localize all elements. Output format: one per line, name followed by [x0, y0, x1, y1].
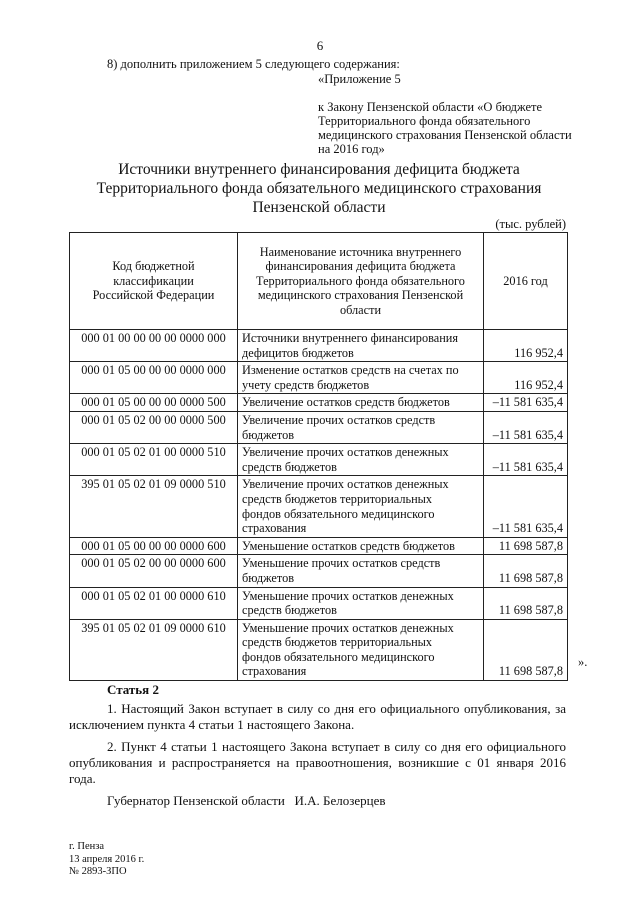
table-row — [70, 555, 568, 587]
code-cell: 000 01 05 00 00 00 0000 000 — [70, 362, 238, 394]
name-cell: Увеличение прочих остатков денежных средств бюджетов территориальных фондов обязательного медицинского страхования — [238, 476, 484, 537]
paragraph-1: 1. Настоящий Закон вступает в силу со дня его официального опубликования, за исключением пункта 4 статьи 1 настоящего Закона. — [69, 701, 566, 732]
table-row — [70, 330, 568, 362]
footer-city: г. Пенза — [69, 841, 105, 852]
value-cell: –11 581 635,4 — [484, 394, 568, 412]
value-cell: 116 952,4 — [484, 362, 568, 394]
appendix-reference: к Закону Пензенской области «О бюджете Территориального фонда обязательного медицинского страхования Пензенской области на 2016 год» — [318, 100, 572, 156]
article-heading: Статья 2 — [107, 682, 159, 697]
code-cell: 000 01 05 00 00 00 0000 600 — [70, 537, 238, 555]
table-row — [70, 411, 568, 443]
amendment-item: 8) дополнить приложением 5 следующего содержания: — [107, 57, 400, 71]
name-cell: Изменение остатков средств на счетах по учету средств бюджетов — [238, 362, 484, 394]
header-name: Наименование источника внутреннего финансирования дефицита бюджета Территориального фонда обязательного медицинского страхования Пензенской области — [238, 233, 484, 330]
value-cell: –11 581 635,4 — [484, 444, 568, 476]
table-header-row — [70, 233, 568, 330]
table-row — [70, 444, 568, 476]
units-label: (тыс. рублей) — [495, 217, 566, 231]
value-cell: 11 698 587,8 — [484, 555, 568, 587]
table-row — [70, 476, 568, 537]
code-cell: 395 01 05 02 01 09 0000 510 — [70, 476, 238, 537]
value-cell: 11 698 587,8 — [484, 587, 568, 619]
title-line: Территориального фонда обязательного медицинского страхования — [96, 180, 542, 197]
name-cell: Уменьшение прочих остатков денежных средств бюджетов — [238, 587, 484, 619]
code-cell: 395 01 05 02 01 09 0000 610 — [70, 619, 238, 680]
name-cell: Источники внутреннего финансирования дефицитов бюджетов — [238, 330, 484, 362]
name-cell: Уменьшение остатков средств бюджетов — [238, 537, 484, 555]
header-year: 2016 год — [484, 233, 568, 330]
appendix-label: «Приложение 5 — [318, 72, 401, 86]
name-cell: Увеличение прочих остатков средств бюджетов — [238, 411, 484, 443]
value-cell: 11 698 587,8 — [484, 619, 568, 680]
value-cell: –11 581 635,4 — [484, 411, 568, 443]
closing-quote: ». — [578, 655, 588, 669]
financing-sources-table — [69, 232, 568, 681]
value-cell: 116 952,4 — [484, 330, 568, 362]
table-row — [70, 362, 568, 394]
footer-number: № 2893-ЗПО — [69, 866, 127, 877]
code-cell: 000 01 00 00 00 00 0000 000 — [70, 330, 238, 362]
value-cell: –11 581 635,4 — [484, 476, 568, 537]
name-cell: Уменьшение прочих остатков средств бюджетов — [238, 555, 484, 587]
title-line: Источники внутреннего финансирования дефицита бюджета — [118, 161, 520, 178]
value-cell: 11 698 587,8 — [484, 537, 568, 555]
paragraph-2: 2. Пункт 4 статьи 1 настоящего Закона вступает в силу со дня его официального опубликования и распространяется на правоотношения, возникшие с 01 января 2016 года. — [69, 739, 566, 786]
name-cell: Увеличение остатков средств бюджетов — [238, 394, 484, 412]
title-line: Пензенской области — [252, 199, 386, 216]
document-title — [69, 160, 569, 217]
table-row — [70, 587, 568, 619]
code-cell: 000 01 05 00 00 00 0000 500 — [70, 394, 238, 412]
table-row — [70, 394, 568, 412]
header-code: Код бюджетной классификации Российской Федерации — [70, 233, 238, 330]
name-cell: Уменьшение прочих остатков денежных средств бюджетов территориальных фондов обязательного медицинского страхования — [238, 619, 484, 680]
code-cell: 000 01 05 02 00 00 0000 500 — [70, 411, 238, 443]
code-cell: 000 01 05 02 01 00 0000 510 — [70, 444, 238, 476]
table-row — [70, 537, 568, 555]
code-cell: 000 01 05 02 01 00 0000 610 — [70, 587, 238, 619]
table-body — [70, 330, 568, 681]
name-cell: Увеличение прочих остатков денежных средств бюджетов — [238, 444, 484, 476]
code-cell: 000 01 05 02 00 00 0000 600 — [70, 555, 238, 587]
footer — [69, 841, 144, 879]
page-number: 6 — [316, 38, 324, 53]
table-row — [70, 619, 568, 680]
footer-date: 13 апреля 2016 г. — [69, 853, 145, 865]
signature: Губернатор Пензенской области И.А. Белозерцев — [107, 793, 386, 808]
